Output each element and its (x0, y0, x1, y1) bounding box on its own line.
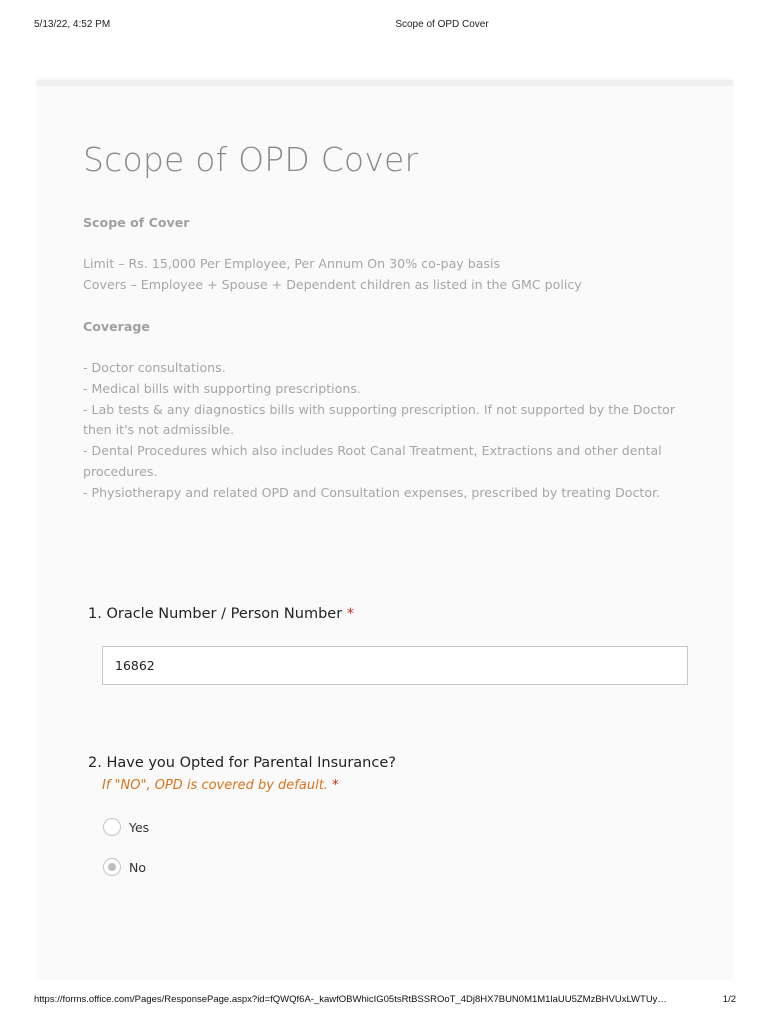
option-label: Yes (129, 819, 150, 835)
print-datetime: 5/13/22, 4:52 PM (34, 19, 111, 30)
question-2-title (88, 755, 396, 771)
option-no[interactable] (103, 858, 146, 876)
question-1-title (88, 606, 354, 622)
option-yes[interactable] (103, 818, 149, 836)
covers-line: Covers – Employee + Spouse + Dependent children as listed in the GMC policy (83, 276, 582, 292)
subtitle-text: If "NO", OPD is covered by default. (102, 778, 328, 793)
question-label: Oracle Number / Person Number (106, 606, 343, 622)
card-top-border (37, 80, 733, 86)
coverage-item: - Doctor consultations. (83, 360, 226, 375)
print-footer (0, 990, 768, 1010)
required-marker: * (332, 778, 339, 793)
page-number: 1/2 (722, 994, 736, 1005)
form-intro (83, 140, 693, 500)
option-label: No (129, 859, 146, 875)
question-label: Have you Opted for Parental Insurance? (106, 755, 396, 771)
question-number: 1. (88, 606, 102, 622)
question-2-subtitle (102, 778, 339, 793)
question-number: 2. (88, 755, 102, 771)
print-title: Scope of OPD Cover (395, 19, 489, 30)
coverage-item: - Dental Procedures which also includes Root Canal Treatment, Extractions and other dental procedures. (83, 443, 662, 479)
coverage-list (83, 358, 683, 504)
print-url: https://forms.office.com/Pages/ResponsePage.aspx?id=fQWQf6A-_kawfOBWhicIG05tsRtBSSROoT_4Dj8HX7BUN0M1M1laUU5ZMzBHVUxLWTUy… (34, 994, 667, 1005)
limit-line: Limit – Rs. 15,000 Per Employee, Per Annum On 30% co-pay basis (83, 256, 501, 271)
radio-button-yes[interactable] (103, 818, 121, 836)
print-header (0, 0, 768, 40)
coverage-item: - Lab tests & any diagnostics bills with supporting prescription. If not supported by the Doctor then it's not admissible. (83, 401, 676, 438)
oracle-number-input[interactable]: 16862 (102, 646, 688, 685)
coverage-heading: Coverage (83, 319, 150, 334)
limit-text (83, 254, 683, 296)
scope-heading: Scope of Cover (83, 215, 190, 230)
form-title: Scope of OPD Cover (83, 140, 419, 179)
coverage-item: - Medical bills with supporting prescriptions. (83, 380, 361, 396)
radio-button-no[interactable] (103, 858, 121, 876)
coverage-item: - Physiotherapy and related OPD and Consultation expenses, prescribed by treating Doctor. (83, 484, 661, 500)
required-marker: * (346, 606, 355, 622)
